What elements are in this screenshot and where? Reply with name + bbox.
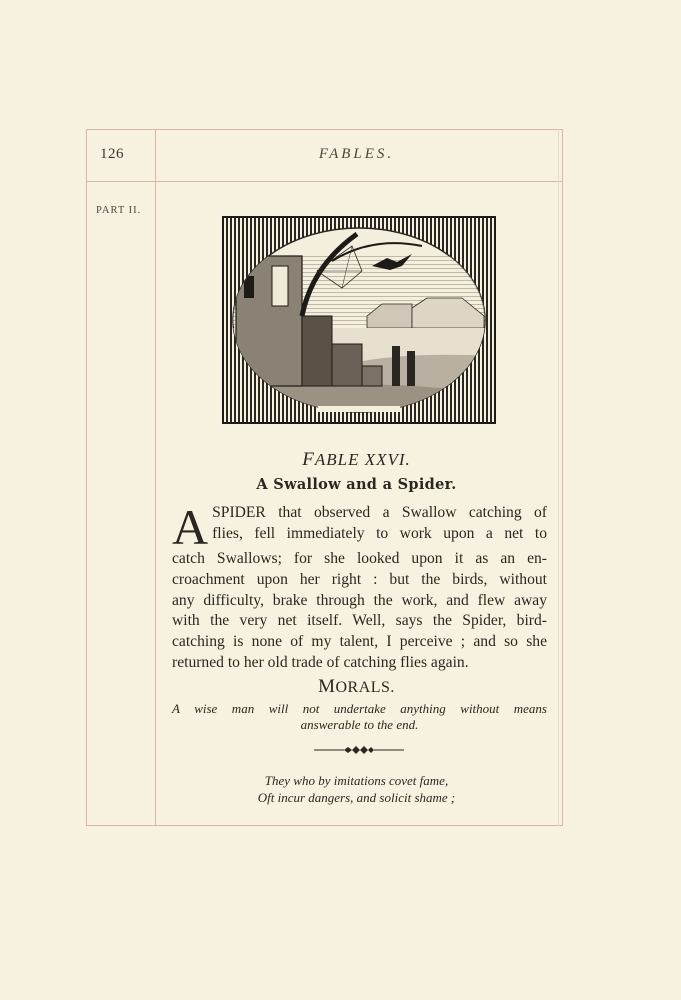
drop-cap: A [172, 499, 209, 555]
body-line: SPIDER that observed a Swallow catching of [212, 504, 547, 521]
fable-title [155, 449, 558, 471]
fable-subtitle: A Swallow and a Spider. [256, 476, 457, 493]
verse-line: Oft incur dangers, and solicit shame ; [257, 790, 456, 805]
morals-initial: M [318, 676, 336, 697]
fable-title-rest: ABLE XXVI. [314, 450, 411, 469]
morals-heading [155, 676, 558, 698]
body-line: flies, fell immediately to work upon a net to [212, 524, 547, 542]
right-margin-rule [558, 129, 559, 826]
moral-line: A wise man will not undertake anything without means [172, 701, 547, 716]
header-rule [86, 181, 563, 182]
moral-line: answerable to the end. [300, 717, 419, 732]
moral-text [172, 701, 547, 733]
fable-body [172, 499, 547, 674]
body-line: returned to her old trade of catching flies again. [172, 653, 469, 671]
page-number: 126 [100, 146, 124, 162]
part-label: PART II. [96, 205, 142, 216]
ornament-divider-icon [314, 744, 404, 756]
running-head: FABLES. [318, 146, 395, 162]
body-line: croachment upon her right : but the birds, without [172, 570, 547, 588]
body-line: with the very net itself. Well, says the Spider, bird- [172, 612, 547, 630]
verse-line: They who by imitations covet fame, [264, 773, 449, 788]
fable-illustration [222, 216, 496, 424]
fable-title-initial: F [302, 449, 315, 470]
morals-rest: ORALS. [335, 679, 395, 696]
body-line: catching is none of my talent, I perceive ; and so she [172, 633, 547, 651]
body-line: any difficulty, brake through the work, and flew away [172, 591, 547, 609]
verse [155, 772, 558, 806]
body-line: catch Swallows; for she looked upon it as an en- [172, 550, 547, 567]
